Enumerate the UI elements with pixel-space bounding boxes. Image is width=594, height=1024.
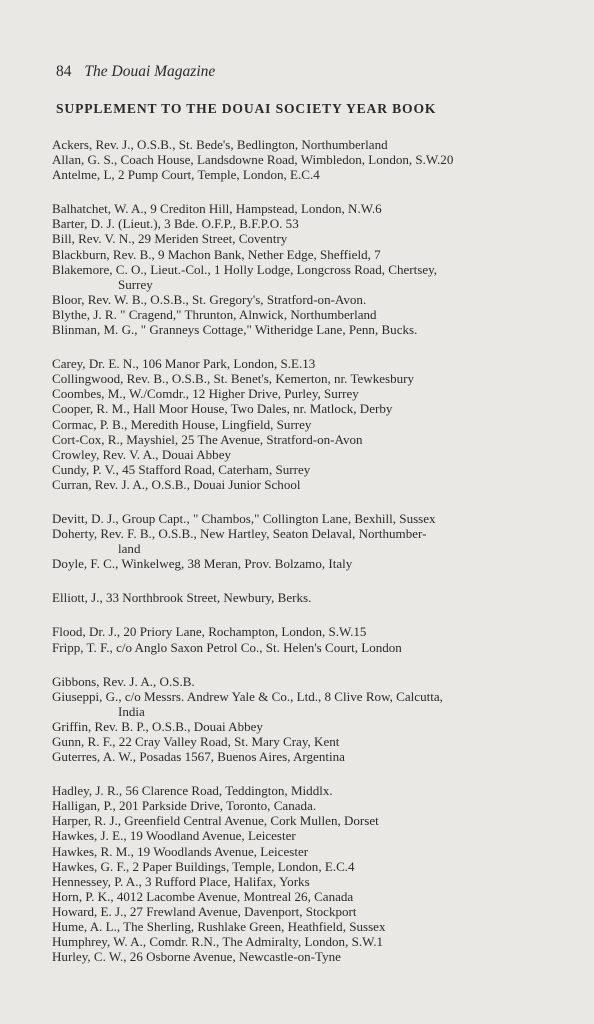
directory-entry: Halligan, P., 201 Parkside Drive, Toronto, Canada.: [52, 798, 317, 814]
directory-entry: Hawkes, R. M., 19 Woodlands Avenue, Leicester: [52, 843, 309, 859]
directory-entry: Howard, E. J., 27 Frewland Avenue, Davenport, Stockport: [52, 903, 357, 919]
directory-entry: Hadley, J. R., 56 Clarence Road, Teddington, Middlx.: [52, 783, 333, 799]
letter-group: [52, 137, 580, 182]
directory-entry: Hurley, C. W., 26 Osborne Avenue, Newcastle-on-Tyne: [52, 949, 341, 965]
directory-entry: Horn, P. K., 4012 Lacombe Avenue, Montreal 26, Canada: [52, 888, 354, 904]
directory-entry: Curran, Rev. J. A., O.S.B., Douai Junior School: [52, 476, 301, 492]
directory-entry: Gunn, R. F., 22 Cray Valley Road, St. Mary Cray, Kent: [52, 734, 340, 749]
directory-entry: Balhatchet, W. A., 9 Crediton Hill, Hampstead, London, N.W.6: [52, 201, 382, 217]
letter-group: [52, 624, 580, 654]
directory-entry: Devitt, D. J., Group Capt., " Chambos," Collington Lane, Bexhill, Sussex: [52, 510, 436, 526]
directory-entry: Cort-Cox, R., Mayshiel, 25 The Avenue, Stratford-on-Avon: [52, 431, 363, 447]
directory-entry: Doherty, Rev. F. B., O.S.B., New Hartley, Seaton Delaval, Northumber-: [52, 526, 427, 542]
directory-entry: Blinman, M. G., " Granneys Cottage," Witheridge Lane, Penn, Bucks.: [52, 322, 418, 338]
directory-entry: Blythe, J. R. " Cragend," Thrunton, Alnwick, Northumberland: [52, 306, 377, 322]
directory-entry: Carey, Dr. E. N., 106 Manor Park, London, S.E.13: [52, 356, 316, 372]
directory-entry: Giuseppi, G., c/o Messrs. Andrew Yale & Co., Ltd., 8 Clive Row, Calcutta,: [52, 688, 443, 704]
directory-entry: Doyle, F. C., Winkelweg, 38 Meran, Prov. Bolzamo, Italy: [52, 556, 353, 572]
directory-entry: Antelme, L, 2 Pump Court, Temple, London, E.C.4: [52, 167, 320, 183]
directory-entry: Blackburn, Rev. B., 9 Machon Bank, Nether Edge, Sheffield, 7: [52, 246, 381, 262]
letter-group: [52, 201, 580, 337]
directory-entry: Griffin, Rev. B. P., O.S.B., Douai Abbey: [52, 718, 263, 734]
directory-entry: Allan, G. S., Coach House, Landsdowne Road, Wimbledon, London, S.W.20: [52, 152, 454, 168]
directory-entry: Cundy, P. V., 45 Stafford Road, Caterham, Surrey: [52, 461, 311, 477]
page-number: 84: [56, 63, 72, 80]
directory-entry: Bill, Rev. V. N., 29 Meriden Street, Coventry: [52, 231, 288, 247]
directory-entry: Harper, R. J., Greenfield Central Avenue, Cork Mullen, Dorset: [52, 813, 379, 829]
magazine-title: The Douai Magazine: [84, 63, 216, 80]
directory-entry: Cormac, P. B., Meredith House, Lingfield, Surrey: [52, 416, 312, 432]
directory-entry-continuation: land: [118, 541, 141, 557]
directory-entry: Guterres, A. W., Posadas 1567, Buenos Aires, Argentina: [52, 749, 345, 765]
section-title: SUPPLEMENT TO THE DOUAI SOCIETY YEAR BOOK: [56, 101, 437, 116]
letter-group: [52, 674, 580, 765]
directory-entry: Collingwood, Rev. B., O.S.B., St. Benet's, Kemerton, nr. Tewkesbury: [52, 371, 415, 387]
directory-entry: Gibbons, Rev. J. A., O.S.B.: [52, 673, 195, 689]
letter-group: [52, 511, 580, 571]
directory-entry: Elliott, J., 33 Northbrook Street, Newbury, Berks.: [52, 590, 312, 606]
directory-entry: Blakemore, C. O., Lieut.-Col., 1 Holly Lodge, Longcross Road, Chertsey,: [52, 261, 438, 277]
letter-group: [52, 590, 580, 605]
running-header: [56, 63, 215, 81]
directory-entry: Flood, Dr. J., 20 Priory Lane, Rochampton, London, S.W.15: [52, 624, 367, 640]
directory-entry: Ackers, Rev. J., O.S.B., St. Bede's, Bedlington, Northumberland: [52, 137, 388, 152]
directory-entry: Hawkes, G. F., 2 Paper Buildings, Temple, London, E.C.4: [52, 858, 355, 874]
directory-entry: Hume, A. L., The Sherling, Rushlake Green, Heathfield, Sussex: [52, 919, 386, 935]
directory-entry: Hennessey, P. A., 3 Rufford Place, Halifax, Yorks: [52, 873, 310, 889]
directory-entry: Humphrey, W. A., Comdr. R.N., The Admiralty, London, S.W.1: [52, 934, 384, 950]
directory-entry: Cooper, R. M., Hall Moor House, Two Dales, nr. Matlock, Derby: [52, 401, 393, 417]
directory-entry-continuation: India: [118, 703, 145, 719]
directory-entry: Coombes, M., W./Comdr., 12 Higher Drive, Purley, Surrey: [52, 386, 359, 402]
directory-entry-continuation: Surrey: [118, 276, 153, 292]
directory-entries: [52, 137, 580, 983]
directory-entry: Barter, D. J. (Lieut.), 3 Bde. O.F.P., B.F.P.O. 53: [52, 216, 299, 232]
letter-group: [52, 783, 580, 964]
directory-entry: Crowley, Rev. V. A., Douai Abbey: [52, 446, 232, 462]
directory-entry: Bloor, Rev. W. B., O.S.B., St. Gregory's, Stratford-on-Avon.: [52, 291, 367, 307]
directory-entry: Fripp, T. F., c/o Anglo Saxon Petrol Co., St. Helen's Court, London: [52, 639, 402, 655]
letter-group: [52, 356, 580, 492]
directory-entry: Hawkes, J. E., 19 Woodland Avenue, Leicester: [52, 828, 296, 844]
